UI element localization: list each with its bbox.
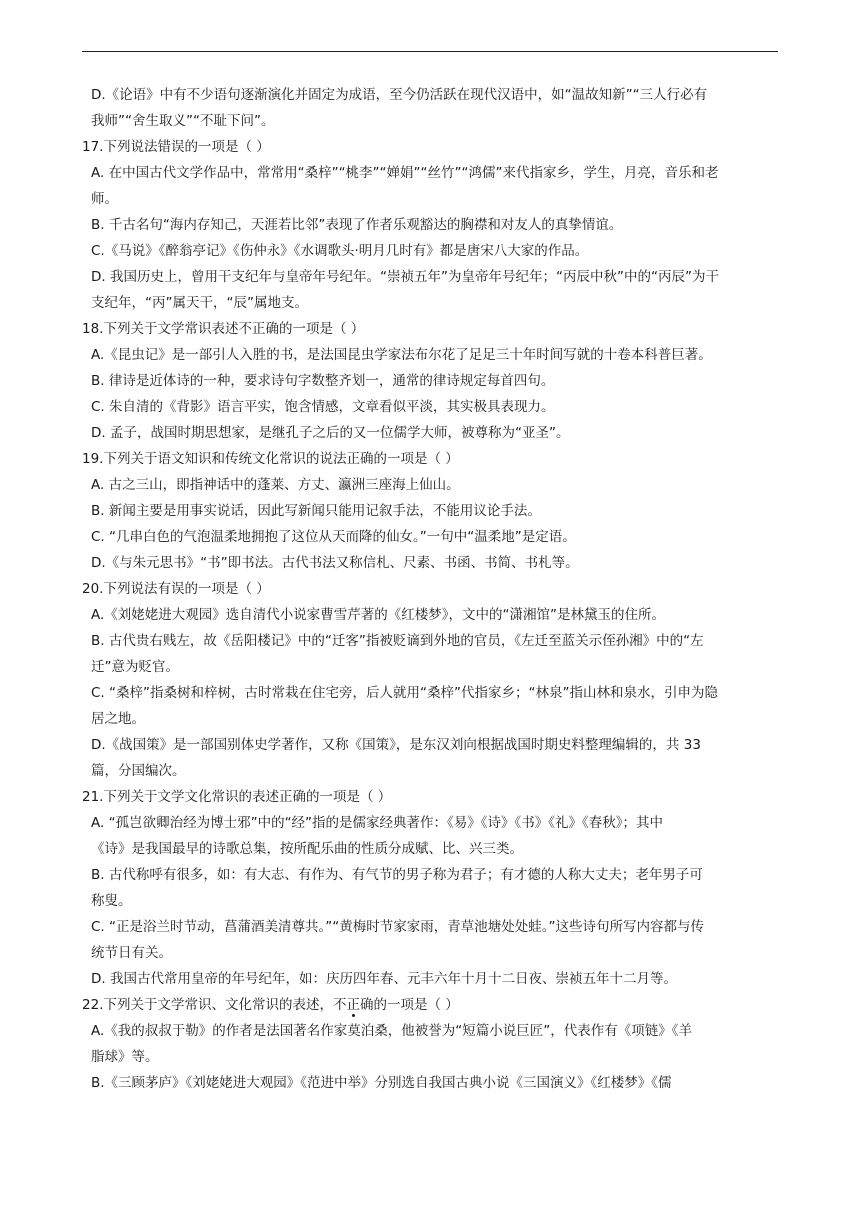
option-continuation: 脂球》等。	[91, 1049, 159, 1065]
answer-option: A.《刘姥姥进大观园》选自清代小说家曹雪芹著的《红楼梦》，文中的“潇湘馆”是林黛玉的住所。	[91, 607, 666, 623]
answer-option: B. 律诗是近体诗的一种，要求诗句字数整齐划一，通常的律诗规定每首四句。	[91, 373, 555, 389]
answer-option: C. 朱自清的《背影》语言平实，饱含情感，文章看似平淡，其实极具表现力。	[91, 399, 555, 415]
answer-option: D. 我国古代常用皇帝的年号纪年，如：庆历四年春、元丰六年十月十二日夜、崇祯五年十二月等。	[91, 971, 677, 987]
answer-option: D. 我国历史上，曾用干支纪年与皇帝年号纪年。“崇祯五年”为皇帝年号纪年；“丙辰中秋”中的“丙辰”为干	[91, 269, 719, 285]
option-continuation: 居之地。	[91, 711, 145, 727]
answer-option: D.《论语》中有不少语句逐渐演化并固定为成语，至今仍活跃在现代汉语中，如“温故知新”“三人行必有	[91, 87, 708, 103]
answer-option: A.《我的叔叔于勒》的作者是法国著名作家莫泊桑，他被誉为“短篇小说巨匠”，代表作有《项链》《羊	[91, 1023, 693, 1039]
answer-option: B.《三顾茅庐》《刘姥姥进大观园》《范进中举》分别选自我国古典小说《三国演义》《红楼梦》《儒	[91, 1075, 672, 1091]
answer-option: C.《马说》《醉翁亭记》《伤仲永》《水调歌头·明月几时有》都是唐宋八大家的作品。	[91, 243, 589, 259]
option-continuation: 统节日有关。	[91, 945, 172, 961]
option-continuation: 支纪年，“丙”属天干，“辰”属地支。	[91, 295, 308, 311]
header-rule	[82, 51, 778, 52]
option-continuation: 称叟。	[91, 893, 132, 909]
emphasis-dot-char: 正	[346, 997, 360, 1013]
answer-option: C. “正是浴兰时节动，菖蒲酒美清尊共。”“黄梅时节家家雨，青草池塘处处蛙。”这些诗句所写内容都与传	[91, 919, 704, 935]
question-list	[82, 82, 782, 1096]
answer-option: A.《昆虫记》是一部引人入胜的书，是法国昆虫学家法布尔花了足足三十年时间写就的十卷本科普巨著。	[91, 347, 712, 363]
answer-option: D.《战国策》是一部国别体史学著作，又称《国策》，是东汉刘向根据战国时期史料整理编辑的，共 33	[91, 737, 701, 753]
answer-option: A. “孤岂欲卿治经为博士邪”中的“经”指的是儒家经典著作：《易》《诗》《书》《礼》《春秋》；其中	[91, 815, 664, 831]
option-continuation: 《诗》是我国最早的诗歌总集，按所配乐曲的性质分成赋、比、兴三类。	[91, 841, 523, 857]
answer-option: B. 新闻主要是用事实说话，因此写新闻只能用记叙手法，不能用议论手法。	[91, 503, 541, 519]
answer-option: B. 古代贵右贱左，故《岳阳楼记》中的“迁客”指被贬谪到外地的官员，《左迁至蓝关示侄孙湘》中的“左	[91, 633, 704, 649]
question-stem: 21.下列关于文学文化常识的表述正确的一项是（ ）	[82, 789, 392, 805]
question-stem: 19.下列关于语文知识和传统文化常识的说法正确的一项是（ ）	[82, 451, 459, 467]
option-continuation: 我师”“舍生取义”“不耻下问”。	[91, 113, 275, 129]
option-continuation: 篇，分国编次。	[91, 763, 186, 779]
question-stem: 17.下列说法错误的一项是（ ）	[82, 139, 270, 155]
answer-option: A. 古之三山，即指神话中的蓬莱、方丈、瀛洲三座海上仙山。	[91, 477, 460, 493]
question-stem: 18.下列关于文学常识表述不正确的一项是（ ）	[82, 321, 365, 337]
question-stem: 20.下列说法有误的一项是（ ）	[82, 581, 270, 597]
question-stem: 22.下列关于文学常识、文化常识的表述，不正确的一项是（ ）	[82, 997, 459, 1013]
answer-option: C. “几串白色的气泡温柔地拥抱了这位从天而降的仙女。”一句中“温柔地”是定语。	[91, 529, 576, 545]
option-continuation: 师。	[91, 191, 118, 207]
answer-option: A. 在中国古代文学作品中，常常用“桑梓”“桃李”“婵娟”“丝竹”“鸿儒”来代指家乡，学生，月亮，音乐和老	[91, 165, 719, 181]
answer-option: B. 千古名句“海内存知己，天涯若比邻”表现了作者乐观豁达的胸襟和对友人的真挚情谊。	[91, 217, 623, 233]
answer-option: D. 孟子，战国时期思想家，是继孔子之后的又一位儒学大师，被尊称为“亚圣”。	[91, 425, 570, 441]
answer-option: C. “桑梓”指桑树和梓树，古时常栽在住宅旁，后人就用“桑梓”代指家乡；“林泉”指山林和泉水，引申为隐	[91, 685, 718, 701]
option-continuation: 迁”意为贬官。	[91, 659, 179, 675]
answer-option: B. 古代称呼有很多，如：有大志、有作为、有气节的男子称为君子；有才德的人称大丈夫；老年男子可	[91, 867, 703, 883]
answer-option: D.《与朱元思书》“书”即书法。古代书法又称信札、尺素、书函、书简、书札等。	[91, 555, 579, 571]
